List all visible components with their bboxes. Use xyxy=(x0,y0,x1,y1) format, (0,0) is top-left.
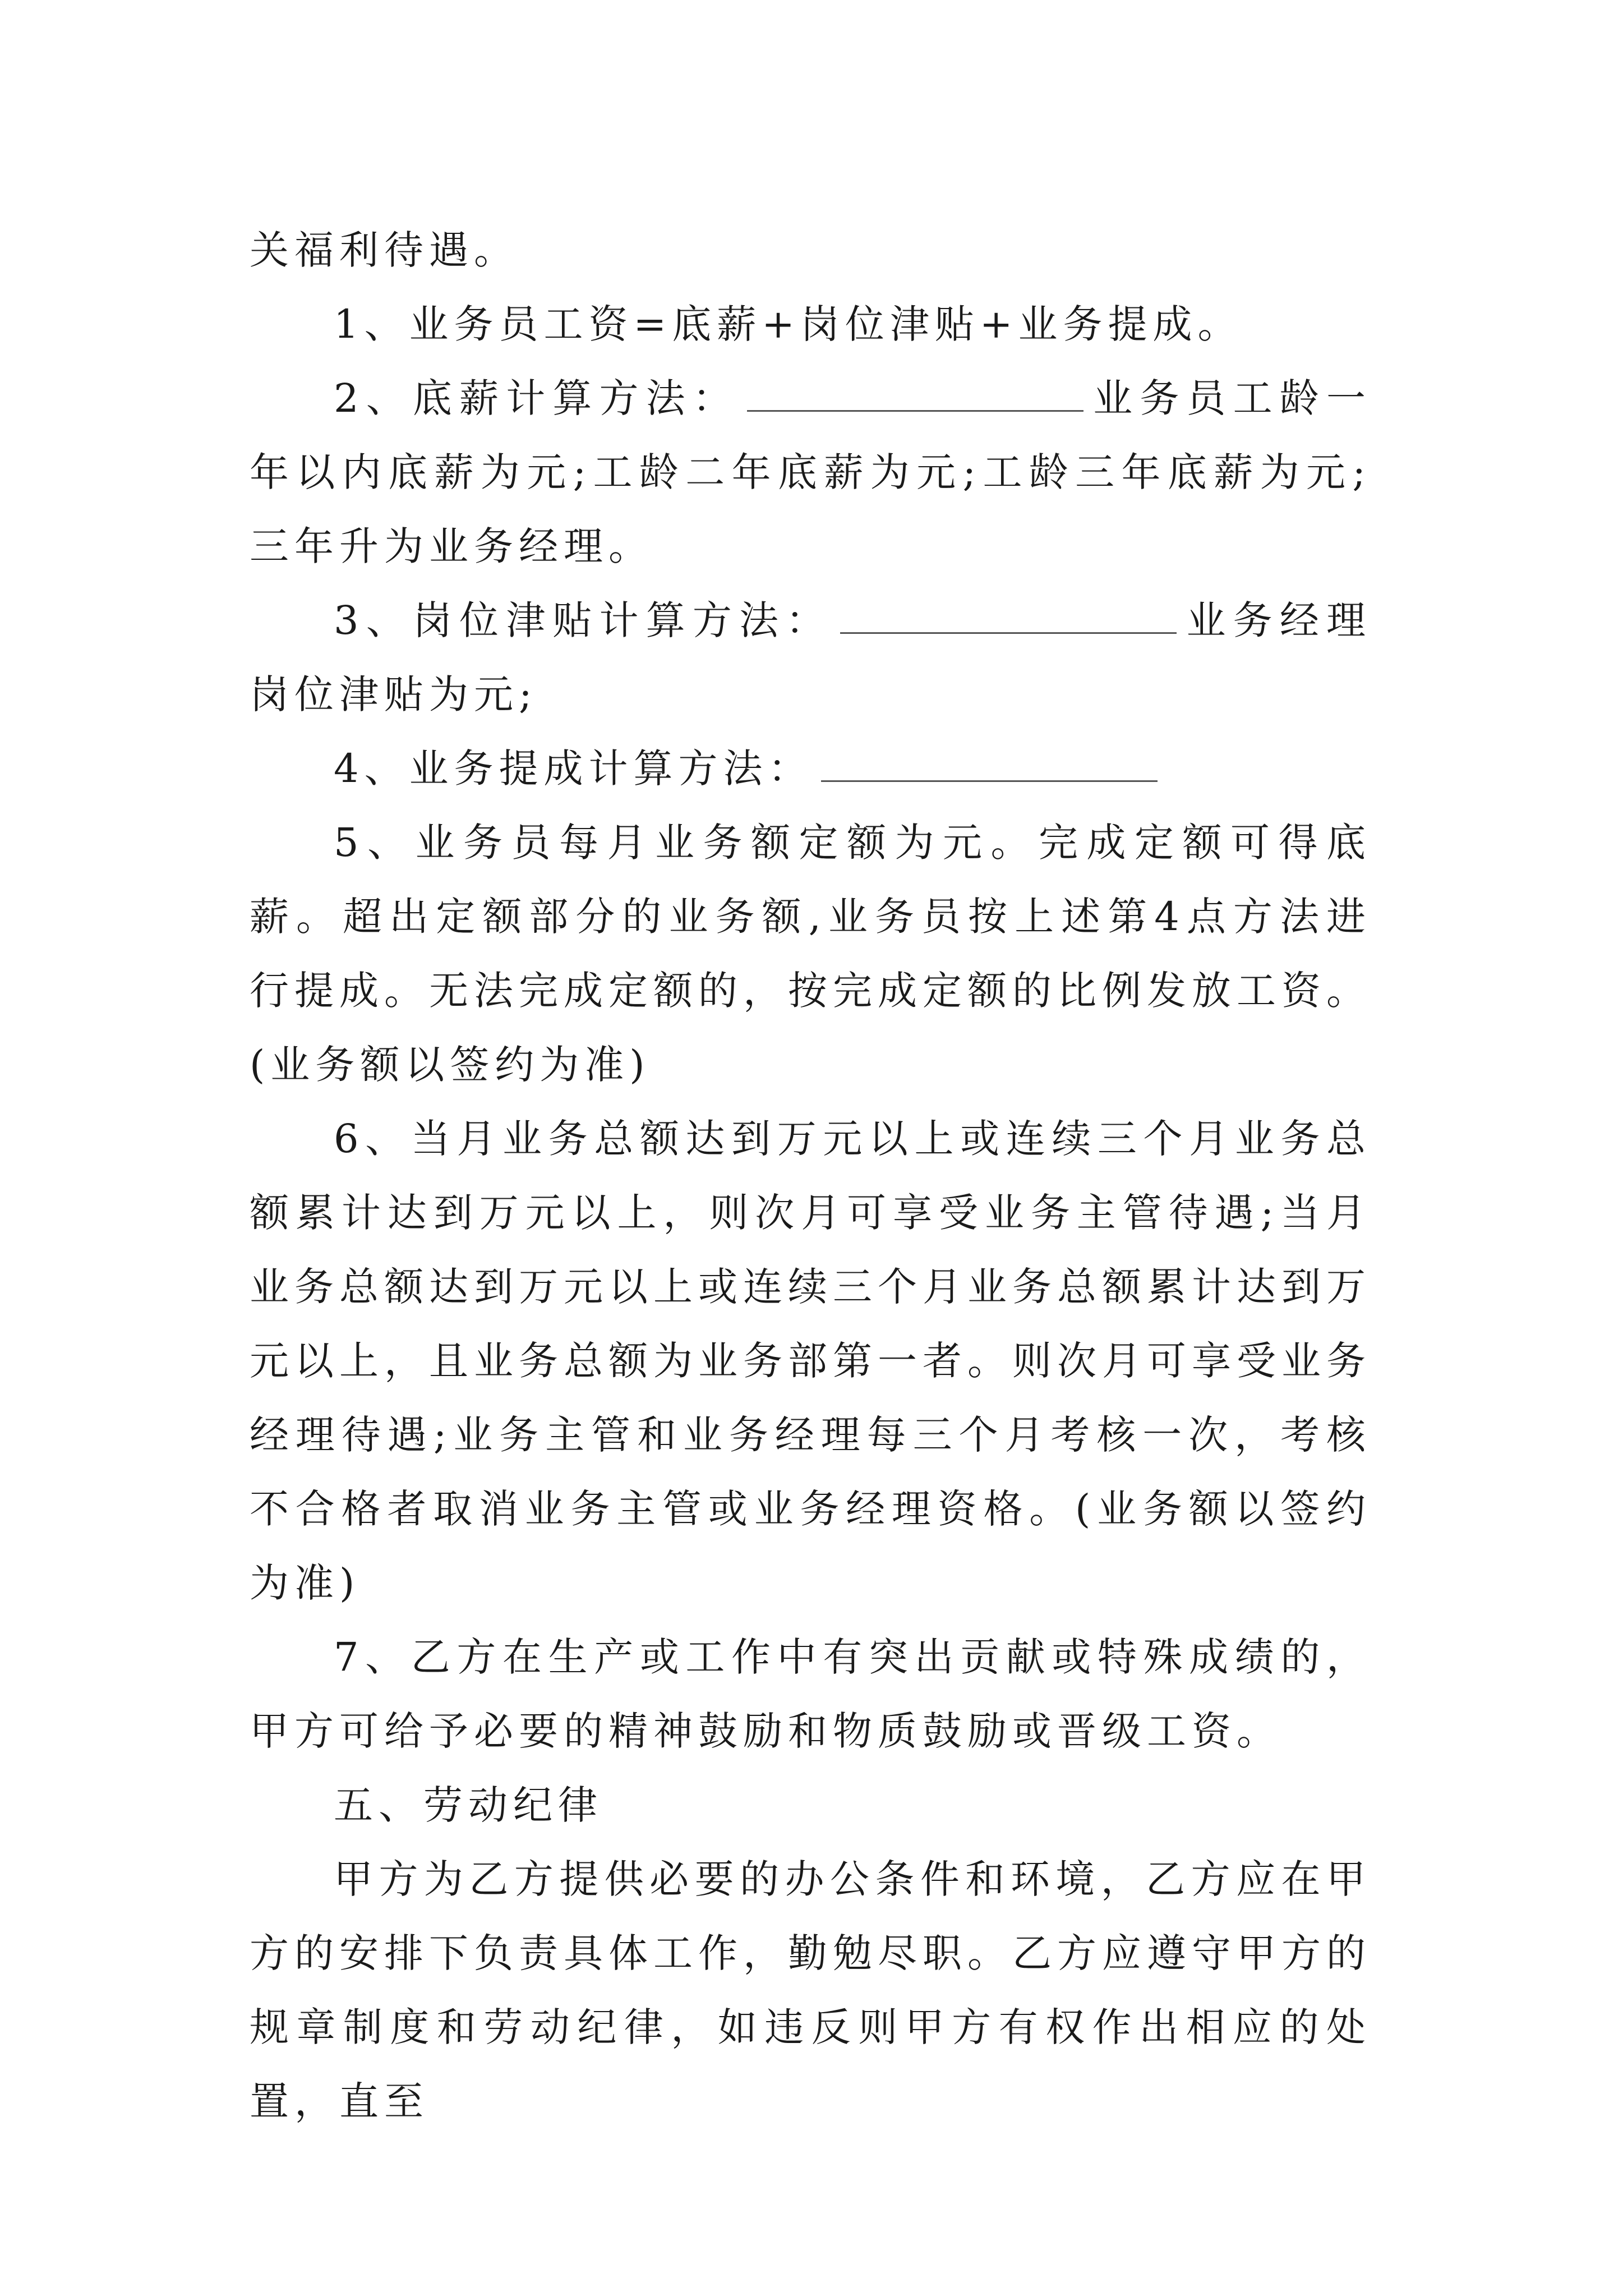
section-heading-labor-discipline: 五、劳动纪律 xyxy=(334,1782,603,1828)
document-body xyxy=(250,213,1371,2138)
paragraph-item-7: 7、乙方在生产或工作中有突出贡献或特殊成绩的，甲方可给予必要的精神鼓励和物质鼓励或晋级工资。 xyxy=(250,1634,1371,1754)
paragraph-labor-discipline: 甲方为乙方提供必要的办公条件和环境，乙方应在甲方的安排下负责具体工作，勤勉尽职。乙方应遵守甲方的规章制度和劳动纪律，如违反则甲方有权作出相应的处置，直至 xyxy=(250,1856,1371,2124)
paragraph-item-2 xyxy=(250,361,1371,583)
paragraph-item-1: 1、业务员工资=底薪+岗位津贴+业务提成。 xyxy=(334,301,1243,347)
paragraph-item-4 xyxy=(250,731,1371,806)
paragraph-continuation: 关福利待遇。 xyxy=(250,227,519,273)
fill-in-blank-line xyxy=(821,747,1158,782)
paragraph-item-3 xyxy=(250,583,1371,731)
item-4-label: 4、业务提成计算方法： xyxy=(334,746,813,792)
item-2-text: 业务员工龄一年以内底薪为元;工龄二年底薪为元;工龄三年底薪为元;三年升为业务经理。 xyxy=(250,375,1371,569)
item-2-label: 2、底薪计算方法： xyxy=(334,375,740,421)
item-3-label: 3、岗位津贴计算方法： xyxy=(334,597,833,643)
paragraph-item-5: 5、业务员每月业务额定额为元。完成定额可得底薪。超出定额部分的业务额,业务员按上述第4点方法进行提成。无法完成定额的，按完成定额的比例发放工资。(业务额以签约为准) xyxy=(250,820,1371,1088)
fill-in-blank-line xyxy=(747,376,1083,412)
paragraph-item-6: 6、当月业务总额达到万元以上或连续三个月业务总额累计达到万元以上，则次月可享受业务主管待遇;当月业务总额达到万元以上或连续三个月业务总额累计达到万元以上，且业务总额为业务部第一者。则次月可享受业务经理待遇;业务主管和业务经理每三个月考核一次，考核不合格者取消业务主管或业务经理资格。(业务额以签约为准) xyxy=(250,1116,1371,1606)
fill-in-blank-line xyxy=(840,599,1177,634)
item-3-text: 业务经理岗位津贴为元; xyxy=(250,597,1371,717)
